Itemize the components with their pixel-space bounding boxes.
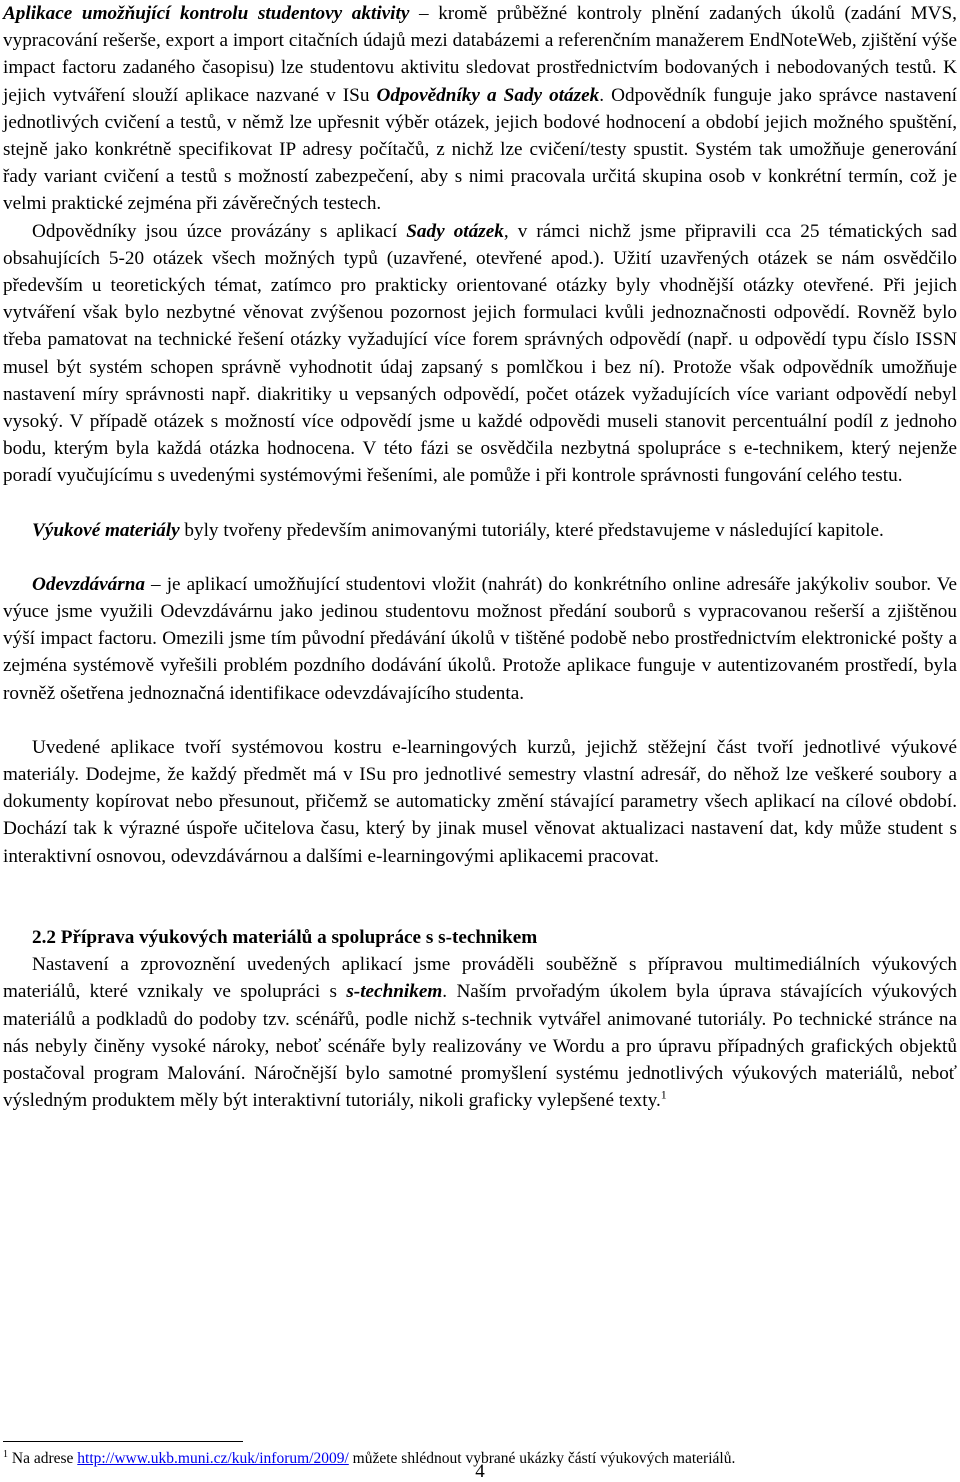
paragraph-question-sets: Odpovědníky jsou úzce provázány s aplikací Sady otázek, v rámci nichž jsme připravili cca 25 tématických sad obsahujících 5-20 otázek všech možných typů (uzavřené, otevřené apod.). Užití uzavřených otázek se nám osvědčilo především u teoretických témat, zatímco pro prakticky orientované otázky byly vhodnější otázky otevřené. Při jejich vytváření však bylo nezbytné věnovat zvýšenou pozornost jejich formulaci kvůli jednoznačnosti odpovědí. Rovněž bylo třeba pamatovat na technické řešení otázky vyžadující více forem správných odpovědí (např. u odpovědí typu číslo ISSN musel být systém schopen správně vyhodnotit údaj zapsaný s pomlčkou i bez ní). Protože však odpovědník umožňuje nastavení míry správnosti např. diakritiky u vepsaných odpovědí, počet otázek vyžadujících více variant odpovědí nebyl vysoký. V případě otázek s možností více odpovědí jsme u každé odpovědi museli stanovit percentuální podíl z jednoho bodu, kterým byla každá otázka hodnocena. V této fázi se osvědčila nezbytná spolupráce s e-technikem, který nejenže poradí vyučujícímu s uvedenými systémovými řešeními, ale pomůže i při kontrole správnosti fungování celého testu.	[3, 220, 957, 487]
paragraph-testing-apps: Aplikace umožňující kontrolu studentovy aktivity – kromě průběžné kontroly plnění zadaných úkolů (zadání MVS, vypracování rešerše, export a import citačních údajů mezi databázemi a referenčním manažerem EndNoteWeb, zjištění výše impact factoru zadaného časopisu) lze studentovu aktivitu sledovat prostřednictvím bodovaných i nebodovaných testů. K jejich vytváření slouží aplikace nazvané v ISu Odpovědníky a Sady otázek. Odpovědník funguje jako správce nastavení jednotlivých cvičení a testů, v němž lze upřesnit výběr otázek, jejich bodové hodnocení a období jejich možného spuštění, stejně jako konkrétně specifikovat IP adresy počítačů, z nichž lze cvičení/testy spustit. Systém tak umožňuje generování řady variant cvičení a testů s možností zabezpečení, aby s nimi pracovala určitá skupina osob v konkrétní termín, což je velmi praktické zejména při závěrečných testech.	[3, 3, 958, 215]
term-vyukove-materialy: Výukové materiály	[32, 519, 180, 541]
paragraph-system-backbone: Uvedené aplikace tvoří systémovou kostru e-learningových kurzů, jejichž stěžejní část tvoří jednotlivé výukové materiály. Dodejme, že každý předmět má v ISu pro jednotlivé semestry vlastní adresář, do něhož lze veškeré soubory a dokumenty kopírovat nebo přesunout, přičemž se automaticky změní stávající parametry všech aplikací na cílové období. Dochází tak k výrazné úspoře učitelova času, který by jinak musel věnovat aktualizaci nastavení dat, kdy může student s interaktivní osnovou, odevzdávárnou a dalšími e-learningovými aplikacemi pracovat.	[3, 736, 957, 867]
footnote-mark: 1	[3, 1448, 8, 1460]
footnote-reference[interactable]: 1	[660, 1087, 667, 1102]
term-odevzdavarna: Odevzdávárna	[32, 573, 145, 595]
body-text	[3, 0, 957, 1114]
term-s-technik: s-technikem	[346, 981, 443, 1003]
term-odpovedniky: Odpovědníky	[376, 84, 480, 106]
footnote: $^1$ Na adrese http://www.ukb.muni.cz/kuk/inforum/2009/ můžete shlédnout vybrané ukázky částí výukových materiálů.	[3, 1448, 736, 1467]
paragraph-preparation: Nastavení a zprovoznění uvedených aplikací jsme prováděli souběžně s přípravou multimediálních výukových materiálů, které vznikaly ve spolupráci s s-technikem. Naším prvořadým úkolem byla úprava stávajících výukových materiálů a podkladů do podoby tzv. scénářů, podle nichž s-technik vytvářel animované tutoriály. Po technické stránce na nás nebyly činěny vysoké nároky, neboť scénáře byly realizovány ve Wordu a pro úpravu případných grafických objektů postačoval program Malování. Náročnější bylo samotné promyšlení systému jednotlivých výukových materiálů, neboť výsledným produktem měly být interaktivní tutoriály, nikoli graficky vylepšené texty.$^1$	[3, 954, 957, 1112]
footnote-link[interactable]: http://www.ukb.muni.cz/kuk/inforum/2009/	[77, 1450, 349, 1467]
term-activity-control: Aplikace umožňující kontrolu studentovy aktivity	[3, 3, 410, 24]
section-heading: 2.2 Příprava výukových materiálů a spolupráce s s-technikem	[32, 926, 538, 948]
paragraph-teaching-materials: Výukové materiály byly tvořeny především animovanými tutoriály, které představujeme v následující kapitole.	[32, 519, 884, 541]
footnote-separator	[3, 1441, 243, 1442]
page-number: 4	[475, 1461, 485, 1482]
term-sady-otazek: Sady otázek	[503, 84, 600, 106]
section-2-2	[3, 924, 957, 1114]
paragraph-odevzdavarna: Odevzdávárna – je aplikací umožňující studentovi vložit (nahrát) do konkrétního online adresáře jakýkoliv soubor. Ve výuce jsme využili Odevzdávárnu jako jedinou studentovu možnost předání souborů s vypracovanou rešerší a zjištěnou výší impact factoru. Omezili jsme tím původní předávání úkolů v tištěné podobě nebo prostřednictvím elektronické pošty a zejména systémově vyřešili problém pozdního dodávání úkolů. Protože aplikace funguje v autentizovaném prostředí, byla rovněž ošetřena jednoznačná identifikace odevzdávajícího studenta.	[3, 573, 957, 704]
term-sady-otazek-2: Sady otázek	[406, 220, 504, 242]
